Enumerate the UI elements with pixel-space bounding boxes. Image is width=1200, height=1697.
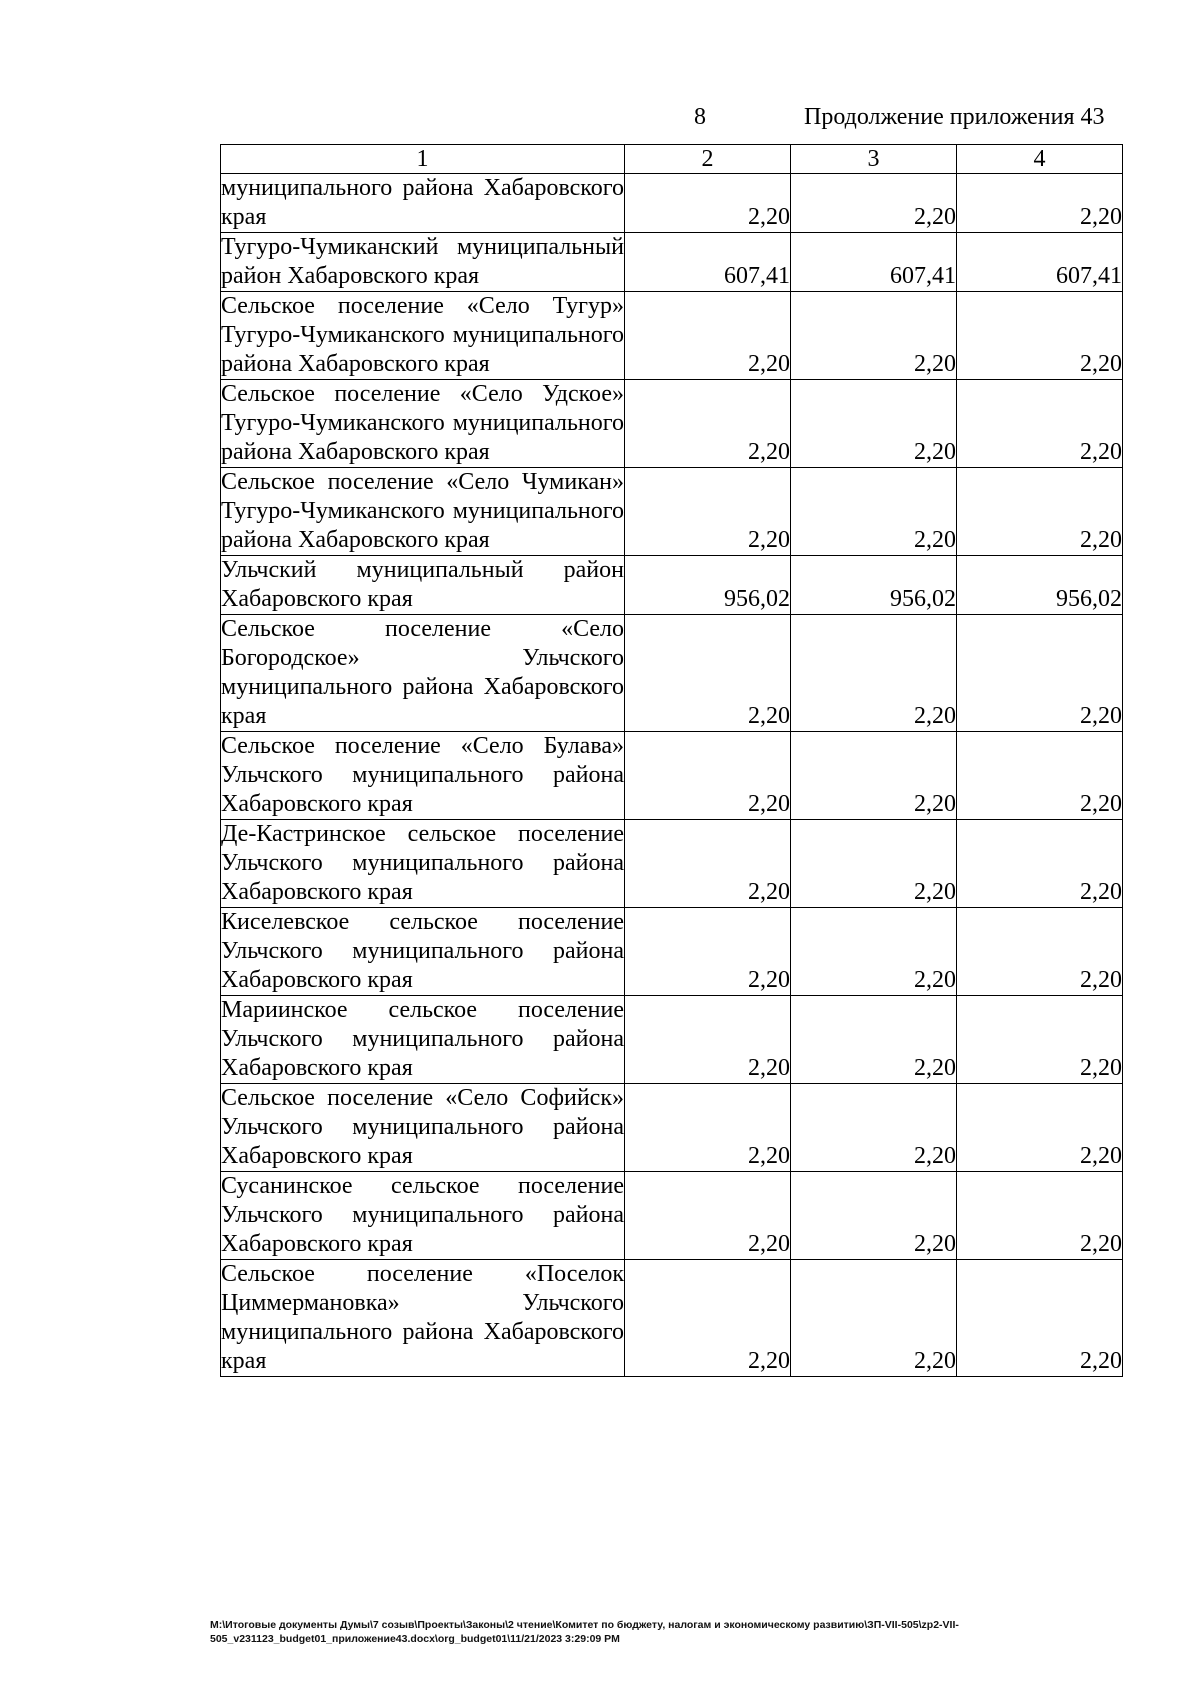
table-row: [221, 174, 1123, 233]
header-row: [221, 145, 1123, 174]
file-path-footer: M:\Итоговые документы Думы\7 созыв\Проекты\Законы\2 чтение\Комитет по бюджету, налогам и экономическому развитию\ЗП-VII-505\zp2-VII-505_v231123_budget01_приложение43.docx\org_budget01\11/21/2023 3:29:09 PM: [210, 1619, 959, 1645]
row-name: Киселевское сельское поселение Ульчского муниципального района Хабаровского края: [221, 908, 625, 996]
row-name: Сельское поселение «Село Чумикан» Тугуро-Чумиканского муниципального района Хабаровского края: [221, 468, 625, 556]
table-row: [221, 615, 1123, 732]
row-value-2: 2,20: [625, 1260, 791, 1377]
row-value-4: 2,20: [957, 820, 1123, 908]
row-value-2: 2,20: [625, 732, 791, 820]
table-row: [221, 1084, 1123, 1172]
row-value-2: 2,20: [625, 174, 791, 233]
row-name: Сусанинское сельское поселение Ульчского муниципального района Хабаровского края: [221, 1172, 625, 1260]
row-value-2: 2,20: [625, 615, 791, 732]
table-row: [221, 233, 1123, 292]
row-value-4: 2,20: [957, 292, 1123, 380]
row-value-3: 2,20: [791, 996, 957, 1084]
row-name: Тугуро-Чумиканский муниципальный район Хабаровского края: [221, 233, 625, 292]
row-value-3: 2,20: [791, 908, 957, 996]
row-name: Сельское поселение «Село Удское» Тугуро-Чумиканского муниципального района Хабаровского края: [221, 380, 625, 468]
row-name: Сельское поселение «Поселок Циммермановка» Ульчского муниципального района Хабаровского края: [221, 1260, 625, 1377]
row-value-2: 2,20: [625, 996, 791, 1084]
row-value-3: 2,20: [791, 820, 957, 908]
row-value-3: 2,20: [791, 468, 957, 556]
row-name: Ульчский муниципальный район Хабаровского края: [221, 556, 625, 615]
column-header-3: 3: [791, 145, 957, 174]
row-value-2: 2,20: [625, 820, 791, 908]
row-value-3: 956,02: [791, 556, 957, 615]
row-value-3: 2,20: [791, 732, 957, 820]
row-value-2: 2,20: [625, 292, 791, 380]
row-name: Сельское поселение «Село Софийск» Ульчского муниципального района Хабаровского края: [221, 1084, 625, 1172]
row-name: Сельское поселение «Село Булава» Ульчского муниципального района Хабаровского края: [221, 732, 625, 820]
column-header-4: 4: [957, 145, 1123, 174]
table-row: [221, 380, 1123, 468]
table-row: [221, 556, 1123, 615]
row-value-4: 2,20: [957, 174, 1123, 233]
row-value-3: 2,20: [791, 292, 957, 380]
row-value-4: 2,20: [957, 1260, 1123, 1377]
row-value-3: 2,20: [791, 380, 957, 468]
row-name: Мариинское сельское поселение Ульчского муниципального района Хабаровского края: [221, 996, 625, 1084]
row-value-3: 2,20: [791, 1084, 957, 1172]
row-name: Сельское поселение «Село Богородское» Ульчского муниципального района Хабаровского края: [221, 615, 625, 732]
continuation-title: Продолжение приложения 43: [804, 104, 1105, 130]
row-name: Сельское поселение «Село Тугур» Тугуро-Чумиканского муниципального района Хабаровского края: [221, 292, 625, 380]
table-row: [221, 732, 1123, 820]
row-value-2: 956,02: [625, 556, 791, 615]
row-value-2: 2,20: [625, 1172, 791, 1260]
table-row: [221, 1260, 1123, 1377]
row-value-4: 2,20: [957, 1172, 1123, 1260]
table-row: [221, 468, 1123, 556]
table-row: [221, 996, 1123, 1084]
row-value-4: 2,20: [957, 996, 1123, 1084]
row-value-2: 2,20: [625, 1084, 791, 1172]
row-name: муниципального района Хабаровского края: [221, 174, 625, 233]
table-row: [221, 820, 1123, 908]
table-row: [221, 292, 1123, 380]
row-value-4: 2,20: [957, 1084, 1123, 1172]
row-value-4: 2,20: [957, 908, 1123, 996]
row-value-4: 2,20: [957, 732, 1123, 820]
row-value-4: 2,20: [957, 615, 1123, 732]
row-value-3: 2,20: [791, 615, 957, 732]
row-value-2: 2,20: [625, 468, 791, 556]
row-value-3: 2,20: [791, 1172, 957, 1260]
column-header-1: 1: [221, 145, 625, 174]
row-value-2: 2,20: [625, 380, 791, 468]
table-row: [221, 908, 1123, 996]
row-value-4: 956,02: [957, 556, 1123, 615]
row-value-3: 607,41: [791, 233, 957, 292]
row-value-2: 607,41: [625, 233, 791, 292]
page-number: 8: [694, 104, 706, 130]
budget-table: [220, 144, 1123, 1377]
table-row: [221, 1172, 1123, 1260]
row-value-4: 2,20: [957, 468, 1123, 556]
row-value-4: 607,41: [957, 233, 1123, 292]
row-value-2: 2,20: [625, 908, 791, 996]
row-value-4: 2,20: [957, 380, 1123, 468]
row-name: Де-Кастринское сельское поселение Ульчского муниципального района Хабаровского края: [221, 820, 625, 908]
row-value-3: 2,20: [791, 174, 957, 233]
column-header-2: 2: [625, 145, 791, 174]
row-value-3: 2,20: [791, 1260, 957, 1377]
